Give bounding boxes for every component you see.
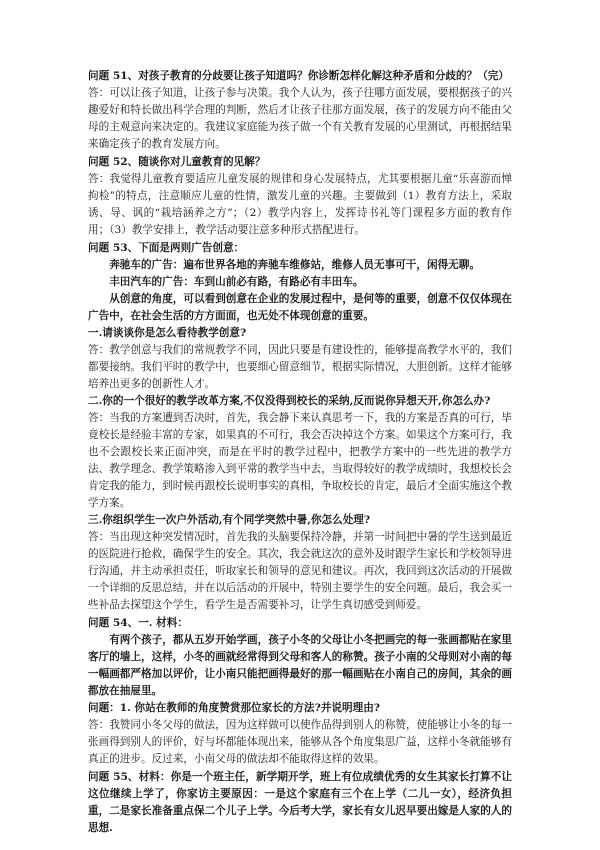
sub-question-2-title: 二.你的一个很好的教学改革方案,不仅没得到校长的采纳,反而说你异想天开,你怎么办? [88,395,491,407]
sub-question-1-title: 一.请谈谈你是怎么看待教学创意? [88,327,247,339]
question-54-title: 问题 54、一. 材料： [88,617,188,629]
question-53-analysis: 从创意的角度，可以看到创意在企业的发展过程中，是何等的重要，创意不仅仅体现在广告中，在社会生活的方方面面，也无处不体现创意的重要。 [88,293,512,322]
question-54-question: 问题：1. 你站在教师的角度赞赏那位家长的方法?并说明理由? [88,702,381,714]
question-52-answer: 答：我觉得儿童教育要适应儿童发展的规律和身心发展特点，尤其要根据儿童“乐喜游而惮拘检”的特点，注意顺应儿童的性情，激发儿童的兴趣。主要做到（1）教育方法上，采取诱、导、讽的“栽培涵养之方”；（2）教学内容上，发挥诗书礼等门课程多方面的教育作用；（3）教学安排上，教学活动要注意多种形式搭配进行。 [88,173,512,236]
sub-question-3-title: 三.你组织学生一次户外活动,有个同学突然中暑,你怎么处理? [88,514,371,526]
question-54-answer: 答：我赞同小冬父母的做法，因为这样做可以使作品得到别人的称赞，使能够让小冬的每一张画得到别人的评价，好与坏都能体现出来，能够从各个角度集思广益，这样小冬就能够有真正的进步。反过来，小南父母的做法却不能取得这样的效果。 [88,719,512,765]
question-51-title: 问题 51、对孩子教育的分歧要让孩子知道吗？你诊断怎样化解这种矛盾和分歧的？（完） [88,70,509,82]
benz-ad: 奔驰车的广告：遍布世界各地的奔驰车维修站，维修人员无事可干，闲得无聊。 [109,259,480,271]
question-51-answer: 答：可以让孩子知道，让孩子参与决策。我个人认为，孩子往哪方面发展，要根据孩子的兴趣爱好和特长做出科学合理的判断，然后才让孩子往那方面发展，孩子的发展方向不能由父母的主观意向来决定的。我建议家庭能为孩子做一个有关教育发展的心里测试，再根据结果来确定孩子的教育发展方向。 [88,87,512,150]
sub-question-1-answer: 答：教学创意与我们的常规教学不同，因此只要是有建设性的，能够提高教学水平的，我们都要接纳。我们平时的教学中，也要细心留意细节，根据实际情况，大胆创新。这样才能够培养出更多的创新性人才。 [88,344,512,390]
toyota-ad: 丰田汽车的广告：车到山前必有路，有路必有丰田车。 [109,276,364,288]
sub-question-3-answer: 答：当出现这种突发情况时，首先我的头脑要保持冷静，并第一时间把中暑的学生送到最近的医院进行抢救，确保学生的安全。其次，我会就这次的意外及时跟学生家长和学校领导进行沟通，并主动承担责任，听取家长和领导的意见和建议。再次，我回到这次活动的开展做一个详细的反思总结，并在以后活动的开展中，特别主要学生的安全问题。最后，我会买一些补品去探望这个学生，看学生是否需要补习，让学生真切感受到师爱。 [88,531,512,611]
question-55-text: 问题 55、材料：你是一个班主任，新学期开学，班上有位成绩优秀的女生其家长打算不让这位继续上学了，你家访主要原因：一是这个家庭有三个在上学（二儿一女），经济负担重，二是家长准备重点保二个儿子上学。今后考大学，家长有女儿迟早要出嫁是人家的人的思想. [88,771,512,834]
sub-question-2-answer: 答：当我的方案遭到否决时，首先，我会静下来认真思考一下，我的方案是否真的可行，毕竟校长是经验丰富的专家，如果真的不可行，我会否决掉这个方案。如果这个方案可行，我也不会跟校长来正面冲突，而是在平时的教学过程中，把教学方案中的一些先进的教学方法、教学理念、教学策略渗入到平常的教学当中去，当取得较好的教学成绩时，我想校长会肯定我的能力，到时候再跟校长说明事实的真相，争取校长的肯定，最后才全面实施这个教学方案。 [88,412,512,509]
question-53-title: 问题 53、下面是两则广告创意： [88,242,245,254]
document-page [88,68,512,837]
question-54-material: 有两个孩子，都从五岁开始学画，孩子小冬的父母让小冬把画完的每一张画都贴在家里客厅的墙上，这样，小冬的画就经常得到父母和客人的称赞。孩子小南的父母则对小南的每一幅画都严格加以评价，让小南只能把画得最好的那一幅画贴在小南自己的房间，其余的画都放在抽屉里。 [88,634,512,697]
question-52-title: 问题 52、随谈你对儿童教育的见解？ [88,156,266,168]
